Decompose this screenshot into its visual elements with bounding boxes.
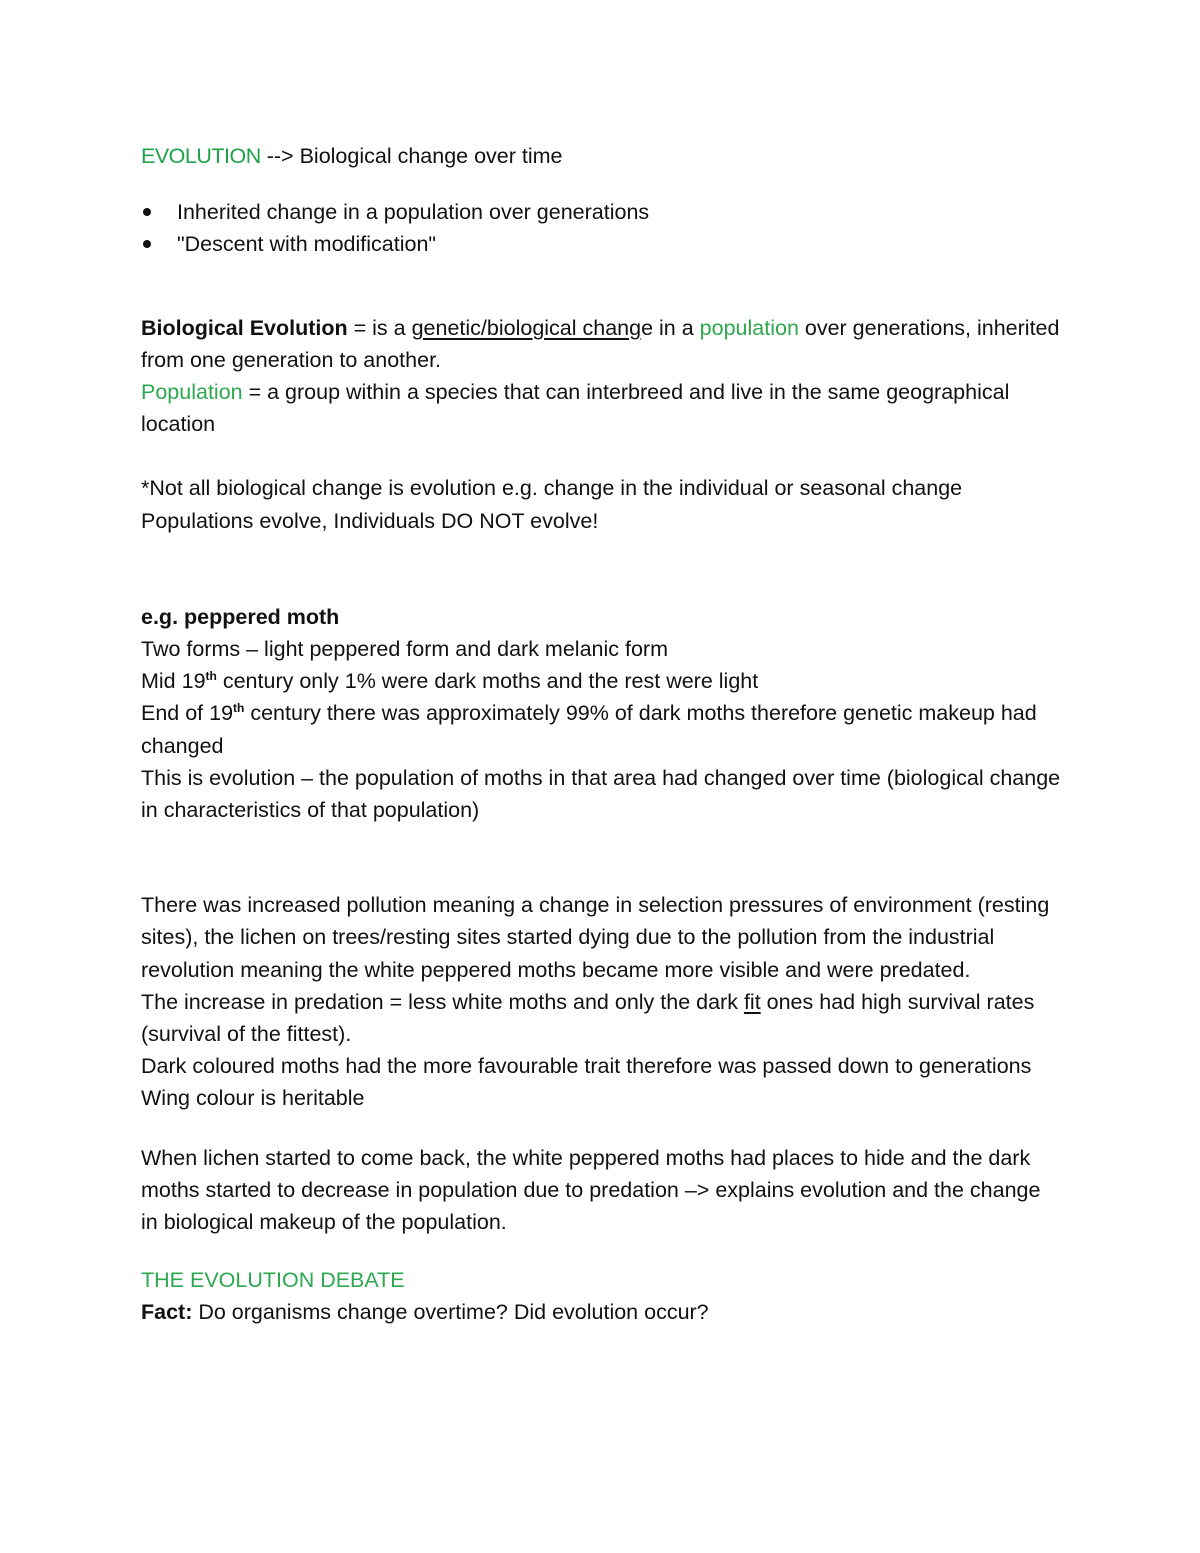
definition-term: Biological Evolution: [141, 315, 348, 340]
note-line: *Not all biological change is evolution e.g. change in the individual or seasonal change: [141, 476, 963, 501]
list-item: "Descent with modification": [141, 228, 1061, 260]
evolution-term: EVOLUTION: [141, 144, 261, 168]
moth-line: Two forms – light peppered form and dark melanic form: [141, 637, 668, 662]
document-page: [141, 140, 1061, 1329]
pollution-paragraph: There was increased pollution meaning a change in selection pressures of environment (resting sites), the lichen on trees/resting sites started dying due to the pollution from the industrial revolution meaning the white peppered moths became more visible and were predated.: [141, 893, 1050, 982]
biological-evolution-definition: Biological Evolution = is a genetic/biological change in a population over generations, inherited from one generation to another.: [141, 315, 1060, 372]
underlined-word: fit: [743, 989, 761, 1014]
pollution-paragraph: Wing colour is heritable: [141, 1086, 365, 1111]
underlined-phrase: genetic/biological chang: [411, 315, 642, 340]
population-word: population: [699, 315, 799, 340]
population-definition: Population = a group within a species that can interbreed and live in the same geographical location: [141, 380, 1010, 437]
note-line: Populations evolve, Individuals DO NOT evolve!: [141, 508, 599, 533]
list-item: Inherited change in a population over generations: [141, 196, 1061, 228]
moth-title: e.g. peppered moth: [141, 604, 340, 629]
pollution-paragraph: Dark coloured moths had the more favourable trait therefore was passed down to generations: [141, 1054, 1032, 1079]
pollution-paragraph: The increase in predation = less white moths and only the dark fit ones had high survival rates (survival of the fittest).: [141, 989, 1035, 1047]
population-term: Population: [141, 380, 243, 405]
moth-line: End of 19th century there was approximately 99% of dark moths therefore genetic makeup had changed: [141, 701, 1037, 758]
debate-fact: Fact: Do organisms change overtime? Did evolution occur?: [141, 1300, 709, 1325]
moth-line: Mid 19th century only 1% were dark moths and the rest were light: [141, 669, 759, 694]
bullet-list: [141, 196, 1061, 260]
lichen-paragraph: When lichen started to come back, the white peppered moths had places to hide and the dark moths started to decrease in population due to predation –> explains evolution and the change in biological makeup of the population.: [141, 1145, 1041, 1235]
moth-line: This is evolution – the population of moths in that area had changed over time (biological change in characteristics of that population): [141, 765, 1061, 823]
main-heading: [141, 140, 1061, 172]
heading-rest: --> Biological change over time: [260, 144, 563, 168]
debate-title: THE EVOLUTION DEBATE: [141, 1268, 405, 1293]
